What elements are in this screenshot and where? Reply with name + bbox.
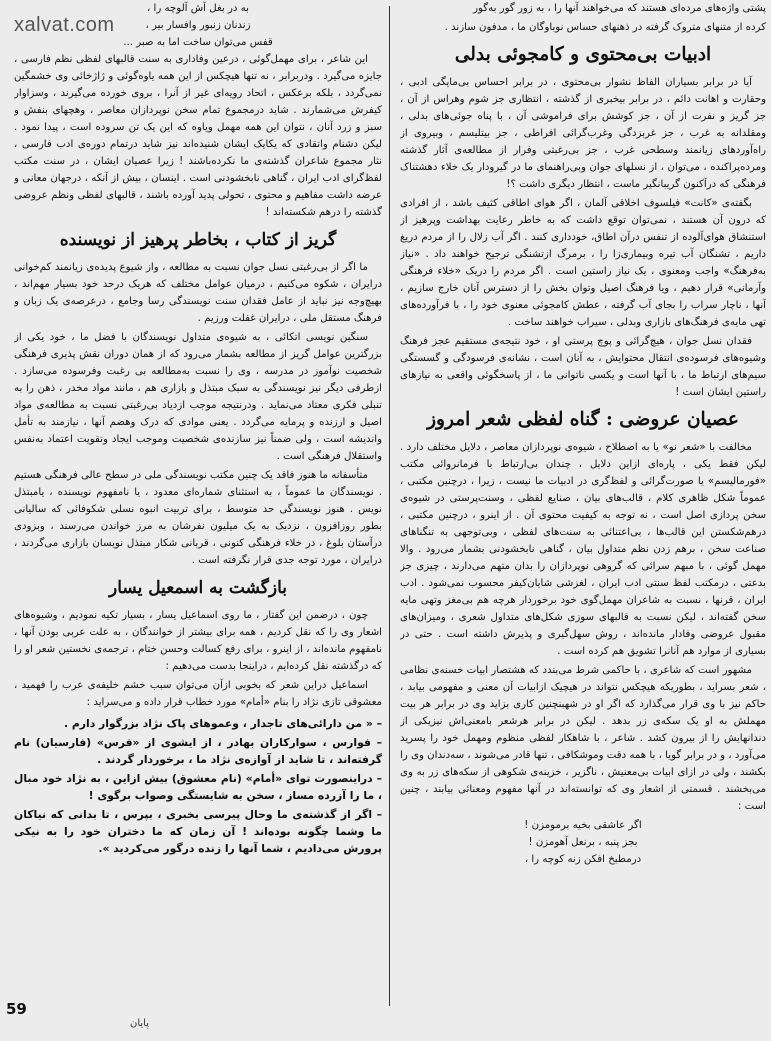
right-column (400, 0, 766, 1041)
paragraph: فقدان نسل جوان ، هیچ‌گرائی و پوچ پرستی او ، خود نتیجه‌ی مستقیم عجز فرهنگ وشیوه‌های فرسوده‌ی انتقال محتوایش ، به آنان است ، نشانه‌ی فرسودگی و گسستگی سیم‌های ارتباط ما ، با آنها است و یکسی ناتوانی ما ، از پاسخگوئی واقعی به نیازهای راستین ایشان است ! (400, 336, 766, 398)
poem-line: درمطبخ افکن زنه کوچه را ، (524, 854, 642, 865)
quote-line: – فوارس ، سوارکاران بهادر ، از ایشوی از «فرس» (فارسیان) نام گرفته‌اند ، تا شاید از آوازه‌ی نژاد ما ، برخوردار گردند . (14, 736, 382, 766)
section-title: گریز از کتاب ، بخاطر پرهیز از نویسنده (59, 230, 337, 250)
poem-line: قفس می‌توان ساخت اما به صبر ... (123, 37, 273, 48)
paragraph: آیا در برابر بسیاران الفاظ نشوار بی‌محتوی ، در برابر احساس بی‌مایگی ادبی ، وحقارت و اهانت دائم ، در برابر بیخبری از گذشته ، انتظاری جز شوم وهراس از آن ، جز گریز و نفرت از آن ، جز کوشش برای فراموشی آن ، با پناه جوئی‌های بدلی ، ومقلدانه به غرب ، جز غربزدگی وغرب‌گرائی افراطی ، جز بیتلیسم ، وبیروی از راه‌آوردهای زیانمند وسطحی غرب ، جز بی‌رغبتی وفرار از مطالعه‌ی آثار گذشته ومرده‌پراکنده ، می‌توان ، از نسلهای جوان وبی‌راهنمای ما در گیرودار یک خلاء دهشتناک فرهنگی که درآکنون گریبانگیر ماست ، انتظار دیگری داشت ؟! (400, 77, 766, 190)
section-title: ادبیات بی‌محتوی و کامجوئی بدلی (454, 44, 712, 65)
intro-line: کرده از متنهای متروک گرفته در ذهنهای حساس نوباوگان ما ، مدفون سازند . (444, 22, 766, 33)
paragraph: چون ، درضمن این گفتار ، ما روی اسماعیل یسار ، بسیار تکیه نمودیم ، وشیوه‌های اشعار وی را که نقل کردیم ، همه برای بیشتر از خوانندگان ، به علت عربی بودن آنها ، نامفهوم مانده‌اند ، از اینرو ، برای رفع کسالت وحسن ختام ، ترجمه‌ی نخستین شعر او را که درگذشته نقل کرده‌ایم ، دراینجا بدست می‌دهیم : (14, 610, 382, 672)
column-divider (389, 6, 390, 1006)
section-title: عصیان عروضی : گناه لفظی شعر امروز (427, 409, 739, 430)
paragraph: ما اگر از بی‌رغبتی نسل جوان نسبت به مطالعه ، واز شیوع پدیده‌ی زیانمند کم‌خوانی درایران ، شکوه می‌کنیم ، درمیان عوامل مختلف که هریک درحد خود بسیار مهم‌اند ، بهیچ‌وجه نیز نباید از عامل فقدان سنت نویسندگی رسا وجامع ، درعرصه‌ی یک زبان و فرهنگ مستقل ملی ، درایران غفلت ورزیم . (14, 262, 382, 324)
quoted-poem (14, 715, 382, 857)
poem-line: بجز پنبه ، برنعل آهومزن ! (528, 837, 638, 848)
poem-line: زندنان زنبور وافسار بیر ، (145, 20, 251, 31)
paragraph: بگفته‌ی «کانت» فیلسوف اخلاقی آلمان ، اگر هوای اطاقی کثیف باشد ، از افرادی که درون آن هستند ، نمی‌توان توقع داشت که به خاطر رعایت بهداشت وپرهیز از استنشاق هوای‌آلوده از تنفس در‌آن اطاق، خودداری کنند . اگر آب زلال را از مردم دریغ داریم ، تشنگان آب تیره وبیماری‌زا را ، برمرگ ازتشنگی ترجیح خواهند داد . «نیاز به‌فرهنگ» واجب ومعنوی ، یک نیاز راستین است . اگر مردم را دریک «خلاء فرهنگی وآرمانی» قرار دهیم ، ویا فرهنگ اصیل وتوان بخش را از دسترس آنان خارج سازیم ، آنها ، ناچار سراب را بجای آب گرفته ، عطش کامجوئی معنوی خود را ، با فرآورده‌های تهی مایه‌ی فرهنگ‌های بازاری وبدلی ، سیراب خواهند ساخت . (400, 198, 766, 328)
left-column (14, 0, 382, 1041)
watermark: xalvat.com (14, 14, 115, 36)
poem-line: اگر عاشقی بخیه برمومزن ! (524, 820, 642, 831)
intro-line: پشتی واژه‌های مرده‌ای هستند که می‌خواهند آنها را ، به زور گور به‌گور (473, 3, 766, 14)
paragraph: سنگین نویسی اتکائی ، به شیوه‌ی متداول نویسندگان با فضل ما ، خود یکی از بزرگترین عوامل گریز از مطالعه بشمار می‌رود که از همان دوران نقش پذیری فرهنگی شخصیت نوآموز در مدرسه ، وی را نسبت به‌مطالعه بی رغبت وفرسوده می‌سازد . ازطرفی دیگر نیز نویسندگی به سبک مبتذل و بازاری هم ، مانند مواد مخدر ، ذهن را به تنبلی فکری معتاد می‌نماید . ودرنتیجه موجب ازدیاد بی‌رغبتی نسبت به مطالعه‌ی مواد اصیل و ارزنده و پرمایه می‌گردد . یعنی موادی که درک وهضم آنها ، نیازمند به تأمل واندیشه است ، ولی ضمناً نیز سازنده‌ی شخصیت وموجب ایجاد وتقویت اعتماد به‌نفس واستقلال فرهنگی است . (14, 332, 382, 462)
paragraph: مشهور است که شاعری ، با حاکمی شرط می‌بندد که هشتصار ابیات خسنه‌ی نظامی ، شعر بسراید ، بطوریکه هیچکس نتواند در هیچیک ازابیات آن معنی و مفهومی بیابد ، حاکم نیز با وی قرار می‌گذارد که اگر او در شهبنچنین کاری بزاید وی در برابر هر بیت مهملش به او یک سکه‌ی زر بدهد . لیکن در برابر هرشعر بامعنی‌اش نیزیکی از دندانهایش را از بیرون کشد . شاعر ، با شاهکار لفظی منظوم ومهمل خود را پسرید می‌آورد ، و در برابر گویا ، با همه دقت وموشکافی ، تنها قادر می‌شوند ، سه‌دندان وی را بکشند ، ولی در ازای ابیات بی‌معنیش ، ناگزیر ، خزینه‌ی شکوهی از سکه‌های زر به وی می‌بخشند . قسمتی از اشعار وی که توانسته‌اند در آنها مفهوم ومعنائی بیابند ، چنین است : (400, 665, 766, 812)
quote-line: – اگر از گذشته‌ی ما وحال پیرسی بخبری ، بپرس ، تا بدانی که نیاکان ما وشما چگونه بوده‌اند ! آن زمان که ما دختران خود را به نیکی پرورش می‌دادیم ، شما آنها را زنده درگور می‌کردید ». (14, 808, 382, 855)
section-title: بازگشت به اسمعیل یسار (109, 578, 287, 598)
poem-line: به در بغل آش آلوچه را ، (147, 3, 249, 14)
quote-line: – دراینصورت توای «أمام» (نام معشوق) بیش ازاین ، به نژاد خود مبال ، ما را آزرده مساز ، سخن به شایستگی وصواب برگوی ! (14, 772, 382, 802)
paragraph: متأسفانه ما هنوز فاقد یک چنین مکتب نویسندگی ملی در سطح عالی فرهنگی هستیم . نویسندگان ما عموماً ، به استثنای شماره‌ای معدود ، یا نامفهوم نویسنده ، یامبتذل نویس . هنوز نویسندگی حد متوسط ، برای تربیت انبوه نسلی شکوفائی که سالیانی بطور روزافزون ، نزدیک به یک میلیون نفرشان به مرز خواندن می‌رسند ، وبزودی درآستان بلوغ ، در خلاء فرهنگی کنونی ، قربانی شکار مبتذل نویسان بازاری می‌گردند ، درایران ، مورد توجه جدی قرار نگرفته است . (14, 470, 382, 566)
page-number: 59 (6, 1000, 27, 1018)
paragraph: مخالفت با «شعر نو» یا به اصطلاح ، شیوه‌ی نوپردازان معاصر ، دلایل مختلف دارد . لیکن فقط یکی ، پاره‌ای ازاین دلایل ، چندان بی‌ارتباط با فرمانروائی مکتب «فورمالیسم» یا صورت‌گرائی و لفظ‌گری در ادبیات ما نیست ، زیرا ، درچنین مکتبی ، عموماً شکل ظاهری کلام ، قالب‌های بیان ، صنایع لفظی ، وسنت‌پرستی در شیوه‌ی سخن پردازی اصل است ، نه توجه به کیفیت محتوی آن . از اینرو ، درچنین مکتبی ، درهم‌شکستن این قالب‌ها ، بی‌اعتنائی به سنت‌های لفظی ، وبی‌توجهی به تنگناهای صناعت سخن ، برهم زدن نظم متداول بیان ، گناهی نابخشودنی بشمار می‌رود . والا مهمل گوئی ، با مبهم سرائی که گروهی نوپردازان را بدان متهم می‌دارند ، چیزی جز بدعتی ، درمکتب لفظ سنتی ادب ایران ، لغزشی شایان‌کیفر محسوب نمی‌شود . ادب ایران ، قرنها ، نسبت به شاعران مهمل‌گوی خود برخوردار هرچه هم بی‌مغز وتهی مایه سخن گفته‌اند ، لیکن نسبت به قالبهای سوزی شکل‌های متداول شعری ، ومیزان‌های مقبول عروضی وفادار مانده‌اند ، روش سهل‌گیری و پذیرش داشته است . حتی در بسیاری از موارد هم آنانرا تشویق هم کرده است . (400, 442, 766, 657)
end-marker: پایان (130, 1018, 150, 1029)
paragraph: این شاعر ، برای مهمل‌گوئی ، درعین وفاداری به سنت قالبهای لفظی نظم فارسی ، جایزه می‌گیرد . ودربرابر ، نه تنها هیچکس از این همه یاوه‌گوئی و ژاژخائی وی خشمگین نمی‌گردد ، بلکه برعکس ، اتحاد رویه‌ای غیر از آنرا ، بروی خورده می‌گیرند ، وسزاوار کیفرش می‌شمارند . شاید درمجموع تمام سخن نوپردازان معاصر ، وهچهای بنفش و سبز و زرد آنان ، نتوان این همه مهمل ویاوه که این یک تن سروده است ، پیدا نمود . لیکن دشنام واتقادی که یکایک ایشان شنیده‌اند نیز شاید درتمام دوره‌ی ادب فارسی ، نثار مجموع شاعران گذشته‌ی ما نکرده‌باشند ! زیرا عصیان ایشان ، در سنت مکتب لفظ‌گرای ادب ایران ، گناهی نابخشودنی است . اینسان ، بیش از آنکه ، درجهان معانی و عرضه داشت مفاهیم و محتوی ، تحولی پدید آورده باشند ، قالبهای لفظی ونظم عروضی گذشته را درهم شکسته‌اند ! (14, 54, 382, 218)
paragraph: اسماعیل دراین شعر که بخوبی ازآن می‌توان سبب خشم خلیفه‌ی عرب را فهمید ، معشوقی تازی نژاد را بنام «أمام» مورد خطاب قرار داده و می‌سراید : (14, 680, 382, 708)
quote-line: – « من دارائی‌های تاجدار ، وعموهای پاک نژاد بزرگوار دارم . (64, 717, 382, 730)
